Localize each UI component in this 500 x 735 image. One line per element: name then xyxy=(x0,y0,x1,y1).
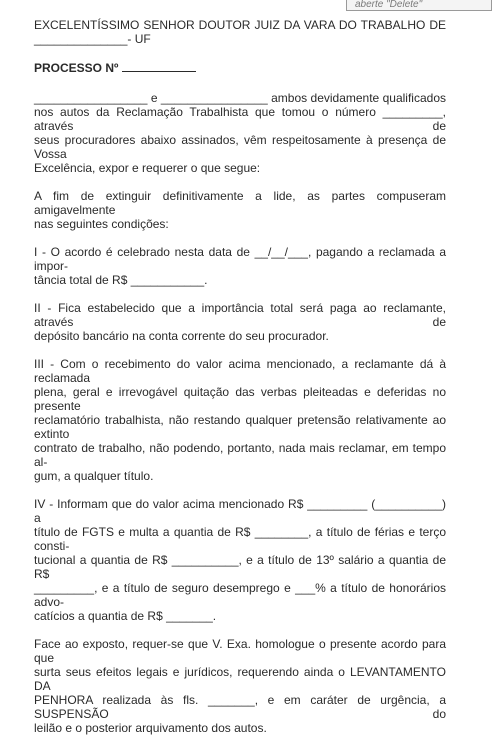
paragraph-line: _________________ e ________________ ambos devidamente qualificados xyxy=(34,91,446,105)
court-header xyxy=(34,18,446,46)
paragraph-request xyxy=(34,637,446,735)
clause-i xyxy=(34,245,446,287)
paragraph-line: nas seguintes condições: xyxy=(34,217,169,231)
paragraph-line: plena, geral e irrevogável quitação das verbas pleiteadas e deferidas no presente xyxy=(34,385,446,413)
clause-ii xyxy=(34,301,446,343)
paragraph-line: III - Com o recebimento do valor acima mencionado, a reclamante dá à reclamada xyxy=(34,357,446,385)
paragraph-line: catícios a quantia de R$ _______. xyxy=(34,609,217,623)
process-number-blank xyxy=(122,60,196,72)
court-header-line-1: EXCELENTÍSSIMO SENHOR DOUTOR JUIZ DA VARA DO TRABALHO DE xyxy=(34,18,446,32)
paragraph-line: depósito bancário na conta corrente do seu procurador. xyxy=(34,329,329,343)
paragraph-line: tucional a quantia de R$ __________, e a título de 13º salário a quantia de R$ xyxy=(34,553,446,581)
court-header-line-2: ______________- UF xyxy=(34,32,151,46)
paragraph-line: reclamatório trabalhista, não restando qualquer pretensão relativamente ao extinto xyxy=(34,413,446,441)
paragraph-line: tância total de R$ ___________. xyxy=(34,273,208,287)
process-number-heading xyxy=(34,60,446,75)
document-body xyxy=(34,18,446,735)
paragraph-line: Face ao exposto, requer-se que V. Exa. homologue o presente acordo para que xyxy=(34,637,446,665)
paragraph-line: PENHORA realizada às fls. _______, e em caráter de urgência, a SUSPENSÃO do xyxy=(34,693,446,721)
paragraph-line: título de FGTS e multa a quantia de R$ ________, a título de férias e terço consti- xyxy=(34,525,446,553)
clause-iv xyxy=(34,497,446,623)
paragraph-conditions xyxy=(34,189,446,231)
paragraph-line: II - Fica estabelecido que a importância total será paga ao reclamante, através de xyxy=(34,301,446,329)
paragraph-line: I - O acordo é celebrado nesta data de __/__/___, pagando a reclamada a impor- xyxy=(34,245,446,273)
paragraph-line: contrato de trabalho, não podendo, portanto, nada mais reclamar, em tempo al- xyxy=(34,441,446,469)
paragraph-intro xyxy=(34,91,446,175)
clause-iii xyxy=(34,357,446,483)
paragraph-line: IV - Informam que do valor acima mencionado R$ _________ (__________) a xyxy=(34,497,446,525)
paragraph-line: _________, e a título de seguro desemprego e ___% a título de honorários advo- xyxy=(34,581,446,609)
paragraph-line: Excelência, expor e requerer o que segue: xyxy=(34,161,261,175)
paragraph-line: seus procuradores abaixo assinados, vêm respeitosamente à presença de Vossa xyxy=(34,133,446,161)
delete-hint-text: aberte "Delete" xyxy=(355,0,423,10)
process-label: PROCESSO Nº xyxy=(34,61,119,75)
paragraph-line: surta seus efeitos legais e jurídicos, requerendo ainda o LEVANTAMENTO DA xyxy=(34,665,446,693)
paragraph-line: A fim de extinguir definitivamente a lide, as partes compuseram amigavelmente xyxy=(34,189,446,217)
delete-hint-box xyxy=(346,0,492,11)
paragraph-line: nos autos da Reclamação Trabalhista que tomou o número _________, através de xyxy=(34,105,446,133)
paragraph-line: gum, a qualquer título. xyxy=(34,469,154,483)
paragraph-line: leilão e o posterior arquivamento dos autos. xyxy=(34,721,267,735)
